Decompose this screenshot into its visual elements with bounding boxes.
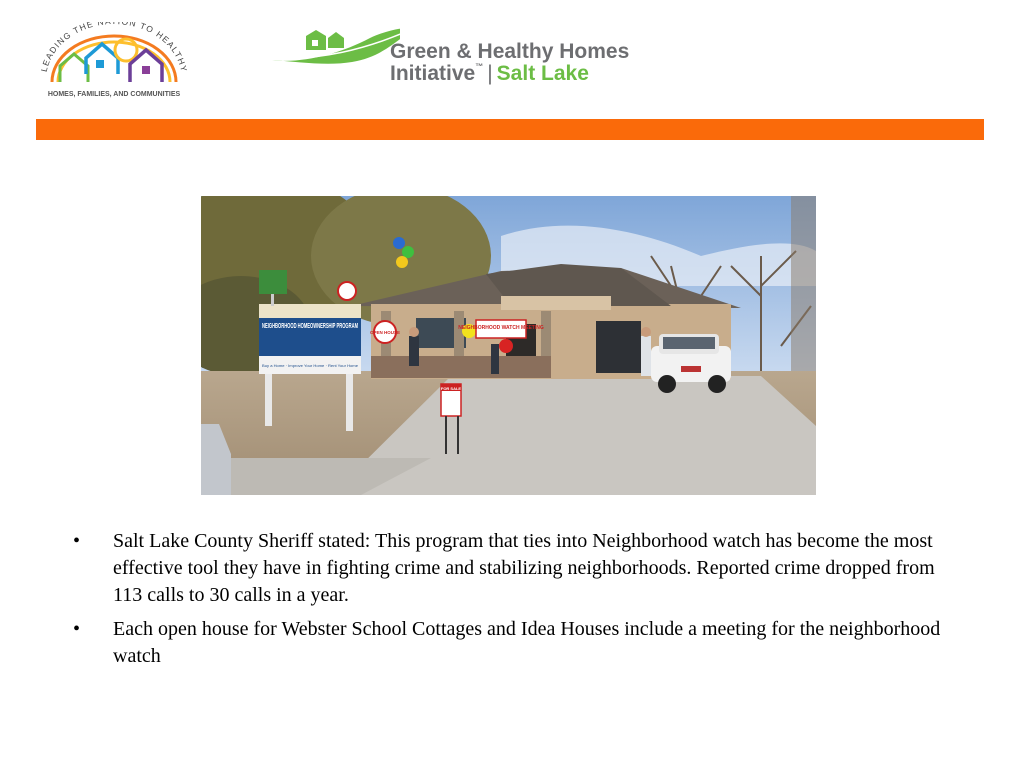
bullet-item-sheriff-statement: [70, 528, 960, 609]
orange-divider-bar: [36, 119, 984, 140]
logo-line2-word: Initiative: [390, 62, 476, 85]
logo-line2: [390, 62, 589, 86]
open-house-text: OPEN HOUSE: [369, 330, 401, 335]
leading-the-nation-logo: [30, 22, 198, 102]
bullet-text: Each open house for Webster School Cottages and Idea Houses include a meeting for the neighborhood watch: [113, 618, 941, 667]
bullet-text: Salt Lake County Sheriff stated: This program that ties into Neighborhood watch has become the most effective tool they have in fighting crime and stabilizing neighborhoods. Reported crime dropped from 113 calls to 30 calls in a year.: [113, 530, 935, 606]
watch-banner-text: NEIGHBORHOOD WATCH MEETING: [458, 325, 544, 331]
logo-separator: |: [487, 62, 493, 85]
logo-line1: Green & Healthy Homes: [390, 40, 630, 63]
bullet-item-open-house: [70, 616, 960, 670]
house-photo: [201, 196, 816, 495]
logo-arc-text: LEADING THE N N TO HEALTHY: [38, 22, 190, 74]
bullet-list: [70, 528, 960, 677]
program-sign-bottom: Buy a Home · Improve Your Home · Rent Your Home: [262, 363, 359, 368]
bullet-symbol: •: [73, 530, 81, 552]
logo-city: Salt Lake: [496, 62, 589, 85]
bullet-symbol: •: [73, 618, 81, 640]
leaf-houses-icon: [270, 24, 400, 70]
ghhi-salt-lake-logo: [270, 22, 730, 86]
logo-bottom-text: HOMES, FAMILIES, AND COMMUNITIES: [47, 91, 181, 98]
program-sign-title: NEIGHBORHOOD HOMEOWNERSHIP PROGRAM: [262, 323, 359, 330]
trademark-mark: ™: [475, 62, 484, 71]
for-sale-text: FOR SALE: [440, 386, 462, 391]
